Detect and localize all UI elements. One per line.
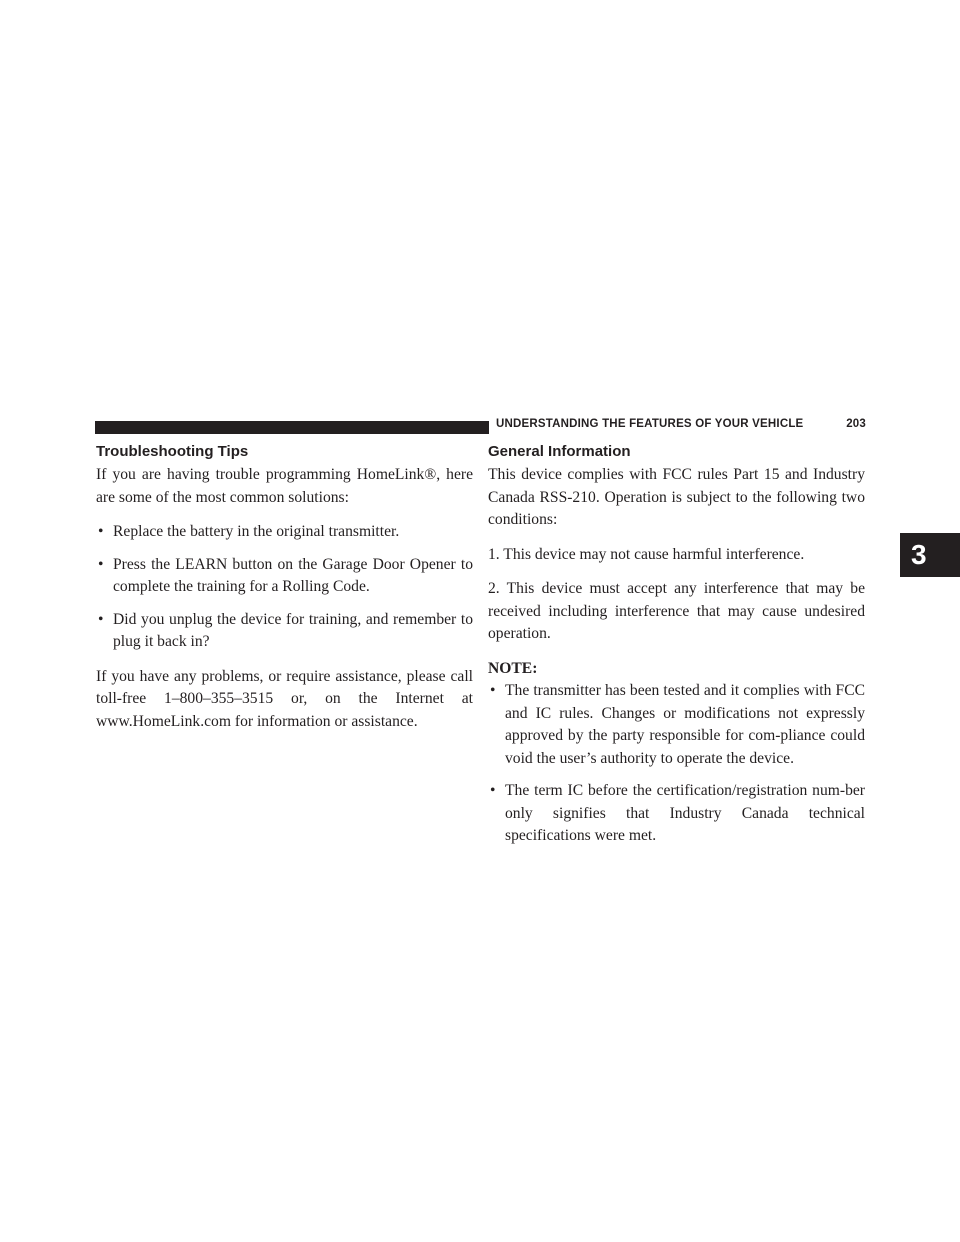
right-column	[488, 441, 865, 860]
assistance-paragraph: If you have any problems, or require assistance, please call toll-free 1–800–355–3515 or, on the Internet at www.HomeLink.com for information or assistance.	[96, 667, 473, 730]
troubleshooting-heading: Troubleshooting Tips	[96, 443, 249, 460]
left-column	[96, 441, 473, 745]
note-list	[488, 680, 865, 848]
list-item: • Did you unplug the device for training, and remember to plug it back in?	[98, 610, 473, 650]
running-header	[496, 418, 866, 430]
chapter-tab: 3	[900, 533, 960, 577]
list-item: • The transmitter has been tested and it complies with FCC and IC rules. Changes or modifications not expressly approved by the party responsible for com-pliance could void the user’s authority to operate the device.	[490, 682, 865, 767]
bullet-icon: •	[490, 782, 496, 799]
section-title: UNDERSTANDING THE FEATURES OF YOUR VEHICLE	[496, 418, 804, 430]
bullet-icon: •	[98, 610, 104, 628]
list-item: • Replace the battery in the original transmitter.	[96, 521, 473, 544]
header-rule-bar	[95, 421, 489, 434]
troubleshooting-intro: If you are having trouble programming HomeLink®, here are some of the most common solutions:	[96, 466, 473, 506]
general-info-heading: General Information	[488, 443, 631, 460]
general-info-intro: This device complies with FCC rules Part 15 and Industry Canada RSS-210. Operation is subject to the following two conditions:	[488, 466, 865, 528]
list-item: • Press the LEARN button on the Garage Door Opener to complete the training for a Rolling Code.	[98, 555, 473, 595]
bullet-icon: •	[98, 555, 104, 573]
troubleshooting-list	[96, 521, 473, 654]
bullet-icon: •	[490, 682, 496, 699]
note-label: NOTE:	[488, 659, 538, 677]
page-number: 203	[846, 418, 866, 430]
list-item: • The term IC before the certification/registration num-ber only signifies that Industry Canada technical specifications were met.	[490, 782, 865, 844]
condition-1: 1. This device may not cause harmful interference.	[488, 545, 805, 563]
bullet-icon: •	[98, 523, 104, 540]
condition-2: 2. This device must accept any interference that may be received including interference that may cause undesired operation.	[488, 580, 865, 642]
